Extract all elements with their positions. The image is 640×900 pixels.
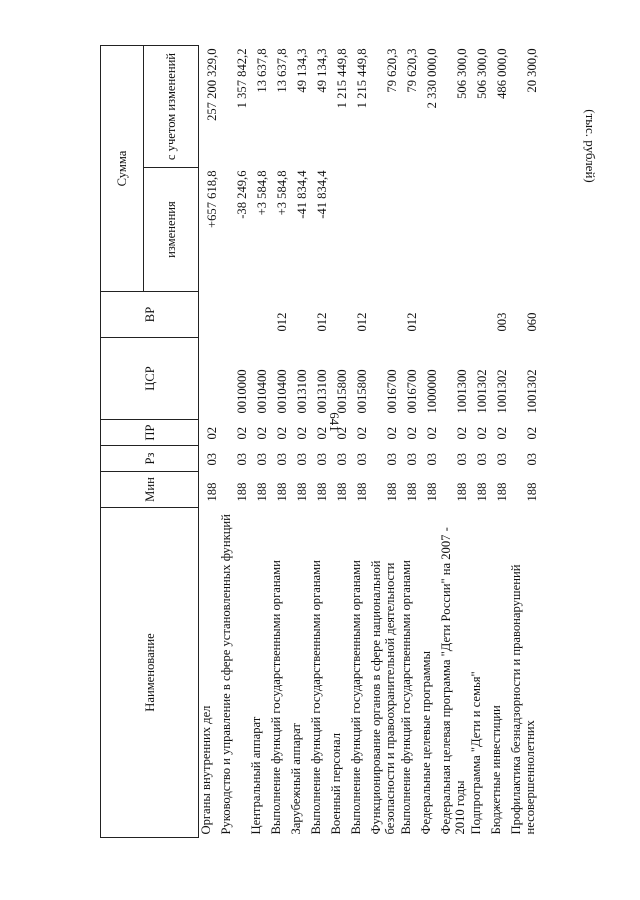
row-csr: 1001302 <box>474 369 489 414</box>
row-csr: 0010000 <box>234 369 249 414</box>
row-pr: 02 <box>424 426 439 440</box>
row-with-changes: 49 134,3 <box>314 48 329 93</box>
units-label: (тыс. рублей) <box>583 109 598 183</box>
row-change <box>369 168 399 292</box>
row-csr: 0013100 <box>294 369 309 414</box>
row-name: Руководство и управление в сфере установленных функций <box>218 514 233 835</box>
row-rz: 03 <box>294 452 309 466</box>
row-rz: 03 <box>274 452 289 466</box>
row-pr: 02 <box>274 426 289 440</box>
row-with-changes: 1 215 449,8 <box>354 48 369 109</box>
row-vr <box>369 292 399 338</box>
row-min: 188 <box>204 482 219 502</box>
row-min: 188 <box>274 482 289 502</box>
table-row <box>489 45 509 837</box>
row-name: Зарубежный аппарат <box>288 723 303 835</box>
row-name: Выполнение функций государственными органами <box>398 560 413 835</box>
header-rz: Рз <box>101 446 199 472</box>
table-row <box>289 45 309 837</box>
header-min: Мин <box>101 472 199 508</box>
header-pr: ПР <box>101 420 199 446</box>
row-min: 188 <box>494 482 509 502</box>
row-vr <box>469 292 489 338</box>
row-csr: 1001300 <box>454 369 469 414</box>
row-change <box>329 168 349 292</box>
row-change <box>419 168 439 292</box>
row-csr: 0015800 <box>334 369 349 414</box>
table-row <box>249 45 269 837</box>
row-pr: 02 <box>294 426 309 440</box>
row-min: 188 <box>254 482 269 502</box>
row-with-changes: 486 000,0 <box>494 48 509 99</box>
row-csr: 0016700 <box>384 369 399 414</box>
row-change <box>469 168 489 292</box>
row-rz: 03 <box>454 452 469 466</box>
row-with-changes: 506 300,0 <box>474 48 489 99</box>
table-row <box>399 45 419 837</box>
row-change: +657 618,8 <box>204 170 219 228</box>
row-change: +3 584,8 <box>254 170 269 216</box>
row-pr: 02 <box>494 426 509 440</box>
row-vr <box>199 292 219 338</box>
row-rz: 03 <box>494 452 509 466</box>
row-vr: 060 <box>524 312 539 332</box>
row-pr: 02 <box>524 426 539 440</box>
row-vr: 003 <box>494 312 509 332</box>
row-vr <box>329 292 349 338</box>
header-vr: ВР <box>101 292 199 338</box>
row-name: Органы внутренних дел <box>199 705 213 835</box>
header-with-changes: с учетом изменений <box>144 45 199 167</box>
row-csr: 0015800 <box>354 369 369 414</box>
row-vr: 012 <box>314 312 329 332</box>
row-change: +3 584,8 <box>274 170 289 216</box>
row-pr: 02 <box>354 426 369 440</box>
row-change <box>349 168 369 292</box>
row-change <box>489 168 509 292</box>
row-min: 188 <box>384 482 399 502</box>
page-number: 641 <box>327 412 342 432</box>
row-with-changes: 1 215 449,8 <box>334 48 349 109</box>
row-change <box>509 168 539 292</box>
header-change: изменения <box>144 168 199 292</box>
row-with-changes: 506 300,0 <box>454 48 469 99</box>
table-row <box>439 45 469 837</box>
row-vr: 012 <box>354 312 369 332</box>
row-with-changes: 13 637,8 <box>274 48 289 93</box>
rotated-page <box>100 46 568 838</box>
row-name: Подпрограмма "Дети и семья" <box>468 671 483 835</box>
row-pr: 02 <box>204 426 219 440</box>
row-min: 188 <box>524 482 539 502</box>
row-change <box>399 168 419 292</box>
row-name: Бюджетные инвестиции <box>488 705 503 835</box>
table-row <box>329 45 349 837</box>
row-csr: 0013100 <box>314 369 329 414</box>
row-pr: 02 <box>454 426 469 440</box>
table-body <box>199 45 539 837</box>
row-vr: 012 <box>404 312 419 332</box>
row-pr: 02 <box>314 426 329 440</box>
row-min: 188 <box>404 482 419 502</box>
row-vr <box>289 292 309 338</box>
row-pr: 02 <box>334 426 349 440</box>
table-row <box>419 45 439 837</box>
table-row <box>349 45 369 837</box>
row-csr <box>199 338 219 420</box>
row-rz: 03 <box>384 452 399 466</box>
row-csr: 0010400 <box>254 369 269 414</box>
row-name: Федеральные целевые программы <box>418 651 433 835</box>
row-rz: 03 <box>334 452 349 466</box>
table-row <box>369 45 399 837</box>
header-csr: ЦСР <box>101 338 199 420</box>
row-rz: 03 <box>424 452 439 466</box>
row-rz: 03 <box>354 452 369 466</box>
row-rz: 03 <box>204 452 219 466</box>
row-with-changes: 79 620,3 <box>384 48 399 93</box>
row-name: Выполнение функций государственными органами <box>308 560 323 835</box>
row-with-changes: 2 330 000,0 <box>424 48 439 109</box>
header-sum: Сумма <box>101 45 144 291</box>
row-pr: 02 <box>474 426 489 440</box>
budget-table <box>100 45 539 838</box>
row-min: 188 <box>454 482 469 502</box>
row-pr: 02 <box>384 426 399 440</box>
row-csr: 0016700 <box>404 369 419 414</box>
row-rz: 03 <box>314 452 329 466</box>
row-name: Функционирование органов в сфере национальной безопасности и правоохранительной деятельности <box>368 560 397 835</box>
row-change: -38 249,6 <box>234 170 249 219</box>
row-name: Военный персонал <box>328 732 343 835</box>
row-name: Выполнение функций государственными органами <box>348 560 363 835</box>
row-csr: 1000000 <box>424 369 439 414</box>
row-csr: 0010400 <box>274 369 289 414</box>
row-vr <box>219 292 249 338</box>
row-vr <box>419 292 439 338</box>
row-vr <box>249 292 269 338</box>
row-rz: 03 <box>404 452 419 466</box>
row-change: -41 834,4 <box>314 170 329 219</box>
row-rz: 03 <box>524 452 539 466</box>
row-with-changes: 79 620,3 <box>404 48 419 93</box>
row-min: 188 <box>334 482 349 502</box>
row-rz: 03 <box>254 452 269 466</box>
table-row <box>509 45 539 837</box>
row-name: Федеральная целевая программа "Дети России" на 2007 - 2010 годы <box>438 527 467 835</box>
row-name: Профилактика безнадзорности и правонарушений несовершеннолетних <box>508 564 537 835</box>
row-rz: 03 <box>474 452 489 466</box>
row-min: 188 <box>234 482 249 502</box>
row-vr: 012 <box>274 312 289 332</box>
row-change: -41 834,4 <box>294 170 309 219</box>
row-pr: 02 <box>404 426 419 440</box>
row-min: 188 <box>424 482 439 502</box>
row-min: 188 <box>474 482 489 502</box>
row-min: 188 <box>354 482 369 502</box>
row-change <box>439 168 469 292</box>
row-pr: 02 <box>234 426 249 440</box>
row-csr: 1001302 <box>524 369 539 414</box>
row-name: Выполнение функций государственными органами <box>268 560 283 835</box>
row-csr: 1001302 <box>494 369 509 414</box>
table-row <box>219 45 249 837</box>
row-with-changes: 257 200 329,0 <box>204 48 219 121</box>
row-with-changes: 49 134,3 <box>294 48 309 93</box>
row-rz: 03 <box>234 452 249 466</box>
row-with-changes: 13 637,8 <box>254 48 269 93</box>
row-pr: 02 <box>254 426 269 440</box>
table-row <box>269 45 289 837</box>
row-with-changes: 20 300,0 <box>524 48 539 93</box>
row-with-changes: 1 357 842,2 <box>234 48 249 109</box>
header-name: Наименование <box>101 508 199 838</box>
table-row <box>469 45 489 837</box>
table-row <box>309 45 329 837</box>
row-min: 188 <box>314 482 329 502</box>
row-name: Центральный аппарат <box>248 716 263 835</box>
row-vr <box>439 292 469 338</box>
table-row <box>199 45 219 837</box>
row-min: 188 <box>294 482 309 502</box>
